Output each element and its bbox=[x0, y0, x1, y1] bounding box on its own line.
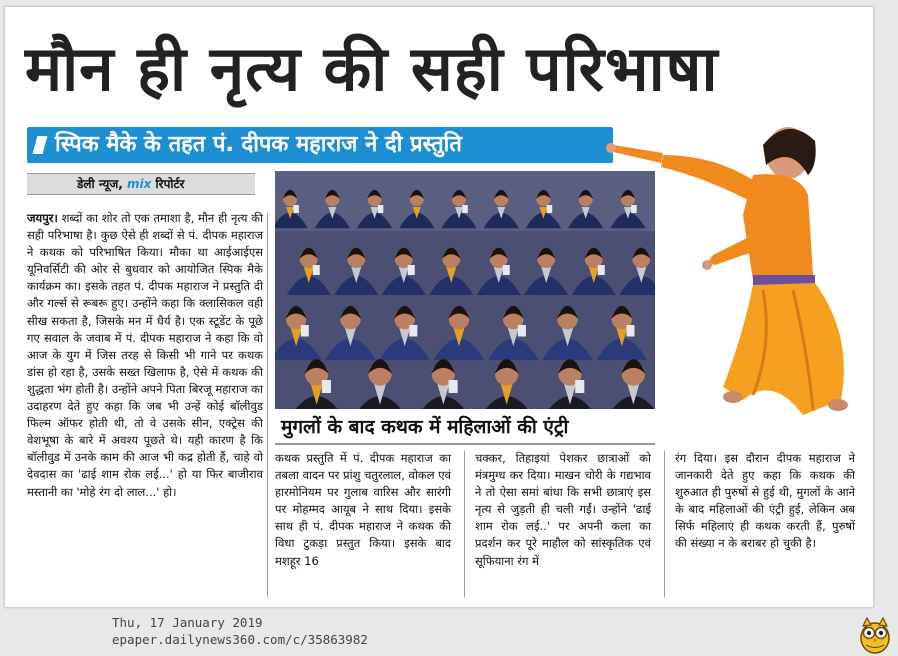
audience-photo bbox=[275, 171, 655, 409]
article-text-1: शब्दों का शोर तो एक तमाशा है, मौन ही नृत्य की सही परिभाषा है। कुछ ऐसे ही शब्दों से पं. दीपक महाराज ने कथक को परिभाषित किया। मौका था आईआईएस यूनिवर्सिटी की ओर से बुधवार को आयोजित स्पिक मैके कार्यक्रम का। इसके तहत पं. दीपक महाराज ने प्रस्तुति दी और गर्ल्स से रूबरू हुए। उन्होंने कहा कि क्लासिकल वही सीख सकता है, जिसके मन में धैर्य है। एक स्टूडेंट के पूछे गए सवाल के जवाब में पं. दीपक महाराज ने कहा कि वो आज के युग में जिस तरह से किसी भी गाने पर कथक डांस हो रहा है, उसके सख्त खिलाफ है, ऐसे में कथक की शुद्धता भंग होती है। उन्होंने अपने पिता बिरजू महाराज का उदाहरण देते हुए कहा कि जब भी उन्हें कोई बॉलीवुड फिल्म ऑफर होती थी, तो वे उसके सीन, एक्ट्रेस की वेशभूषा के बारे में अवश्य पूछते थे। यही कारण है कि बॉलीवुड में उनके काम की आज भी कद्र होती हैं, चाहे वो देवदास का 'ढाई शाम रोक लई...' हो या फिर बाजीराव मस्तानी का 'मोहे रंग दो लाल...' हो। bbox=[27, 211, 263, 499]
audience-illustration bbox=[275, 171, 655, 409]
owl-icon bbox=[858, 614, 892, 654]
photo-caption: मुगलों के बाद कथक में महिलाओं की एंट्री bbox=[281, 416, 569, 438]
byline-prefix: डेली न्यूज, bbox=[77, 177, 123, 191]
byline bbox=[27, 173, 255, 195]
subheadline-bar bbox=[27, 127, 613, 163]
article-column-1 bbox=[27, 210, 263, 501]
subheadline: स्पिक मैके के तहत पं. दीपक महाराज ने दी प्रस्तुति bbox=[55, 132, 462, 157]
article-column-2: कथक प्रस्तुति में पं. दीपक महाराज का तबला वादन पर प्रांशु चतुरलाल, वोकल एवं हारमोनियम पर गुलाब वारिस और सारंगी पर मोहम्मद आयूब ने साथ दिया। इसके साथ ही पं. दीपक महाराज ने कथक की विधा टुकड़ा प्रस्तुत किया। इसके बाद मशहूर 16 bbox=[275, 451, 451, 568]
column-divider bbox=[464, 451, 465, 597]
dateline-city: जयपुर। bbox=[27, 211, 58, 225]
article-column-3: चक्कर, तिहाइयां पेशकर छात्राओं को मंत्रमुग्ध कर दिया। माखन चोरी के गद्यभाव ने तो ऐसा समां बांधा कि सभी छात्राएं इस नृत्य से जुड़ती ही चली गईं। उन्होंने 'ढाई शाम रोक लई..' पर अपनी कला का प्रदर्शन कर पूरे माहौल को सांस्कृतिक एवं सूफियाना रंग में bbox=[475, 451, 651, 568]
column-divider bbox=[664, 451, 665, 597]
byline-suffix: रिपोर्टर bbox=[155, 177, 185, 191]
headline: मौन ही नृत्य की सही परिभाषा bbox=[25, 32, 719, 105]
footer-url[interactable]: epaper.dailynews360.com/c/35863982 bbox=[112, 632, 368, 647]
column-divider bbox=[267, 213, 268, 597]
footer-date: Thu, 17 January 2019 bbox=[112, 615, 263, 630]
photo-caption-bar bbox=[275, 411, 655, 445]
news-clipping bbox=[4, 6, 874, 608]
byline-mix: mix bbox=[127, 177, 152, 191]
article-column-4: रंग दिया। इस दौरान दीपक महाराज ने जानकारी देते हुए कहा कि कथक की शुरुआत ही पुरुषों से हुई थी, मुगलों के आने के बाद महिलाओं की एंट्री हुई, लेकिन अब सिर्फ महिलाएं ही कथक करती हैं, पुरुषों की संख्या न के बराबर हो चुकी है। bbox=[675, 451, 855, 551]
footer bbox=[112, 614, 368, 648]
dancer-photo bbox=[603, 115, 865, 425]
